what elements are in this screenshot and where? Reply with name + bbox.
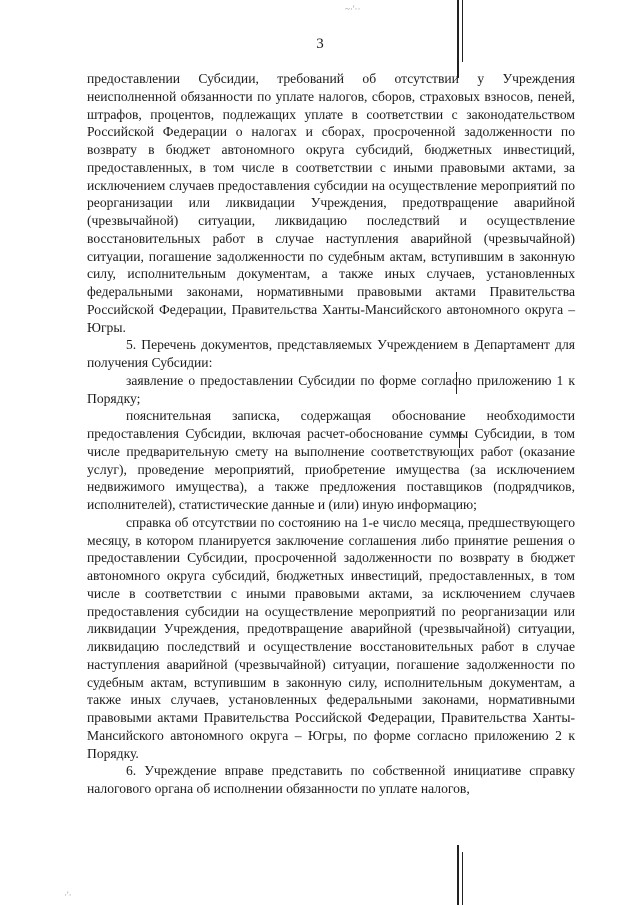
body-text [87,70,575,798]
paragraph-continuation: предоставлении Субсидии, требований об отсутствии у Учреждения неисполненной обязанности по уплате налогов, сборов, страховых взносов, пеней, штрафов, процентов, подлежащих уплате в соответствии с законодательством Российской Федерации о налогах и сборах, просроченной задолженности по возврату в бюджет автономного округа субсидий, бюджетных инвестиций, предоставленных, в том числе в соответствии с иными правовыми актами, за исключением случаев предоставления субсидии на осуществление мероприятий по реорганизации или ликвидации Учреждения, предотвращение аварийной (чрезвычайной) ситуации, ликвидацию последствий и осуществление восстановительных работ в случае наступления аварийной (чрезвычайной) ситуации, погашение задолженности по судебным актам, вступившим в законную силу, исполнительным документам, а также иных случаев, установленных федеральными законами, нормативными правовыми актами Правительства Российской Федерации, Правительства Ханты-Мансийского автономного округа – Югры. [87,71,575,335]
scan-smudge-top: ~·'·· [345,4,361,14]
paragraph-application: заявление о предоставлении Субсидии по форме согласно приложению 1 к Порядку; [87,372,575,406]
paragraph-certificate: справка об отсутствии по состоянию на 1-е число месяца, предшествующего месяцу, в котором планируется заключение соглашения либо принятие решения о предоставлении Субсидии, просроченной задолженности по возврату в бюджет автономного округа субсидий, бюджетных инвестиций, предоставленных, в том числе в соответствии с иными правовыми актами, за исключением случаев предоставления субсидии на осуществление мероприятий по реорганизации или ликвидации Учреждения, предотвращение аварийной (чрезвычайной) ситуации, ликвидацию последствий и осуществление восстановительных работ в случае наступления аварийной (чрезвычайной) ситуации, погашение задолженности по судебным актам, вступившим в законную силу, исполнительным документам, а также иных случаев, установленных федеральными законами, нормативными правовыми актами Правительства Российской Федерации, Правительства Ханты-Мансийского автономного округа – Югры, по форме согласно приложению 2 к Порядку. [87,514,575,761]
scan-binding-line-bottom [457,845,459,905]
paragraph-item-5: 5. Перечень документов, представляемых Учреждением в Департамент для получения Субсидии: [87,337,575,370]
paragraph-item-6: 6. Учреждение вправе представить по собственной инициативе справку налогового органа об исполнении обязанности по уплате налогов, [87,763,575,796]
paragraph-explanatory-note: пояснительная записка, содержащая обоснование необходимости предоставления Субсидии, включая расчет-обоснование суммы Субсидии, в том числе предварительную смету на выполнение соответствующих работ (оказание услуг), проведение мероприятий, приобретение имущества (за исключением недвижимого имущества), а также предложения поставщиков (подрядчиков, исполнителей), статистические данные и (или) иную информацию; [87,408,575,512]
scan-smudge-bottom: ·'· [64,890,72,900]
page-number: 3 [316,36,324,52]
scan-binding-line-bottom-2 [462,852,463,905]
